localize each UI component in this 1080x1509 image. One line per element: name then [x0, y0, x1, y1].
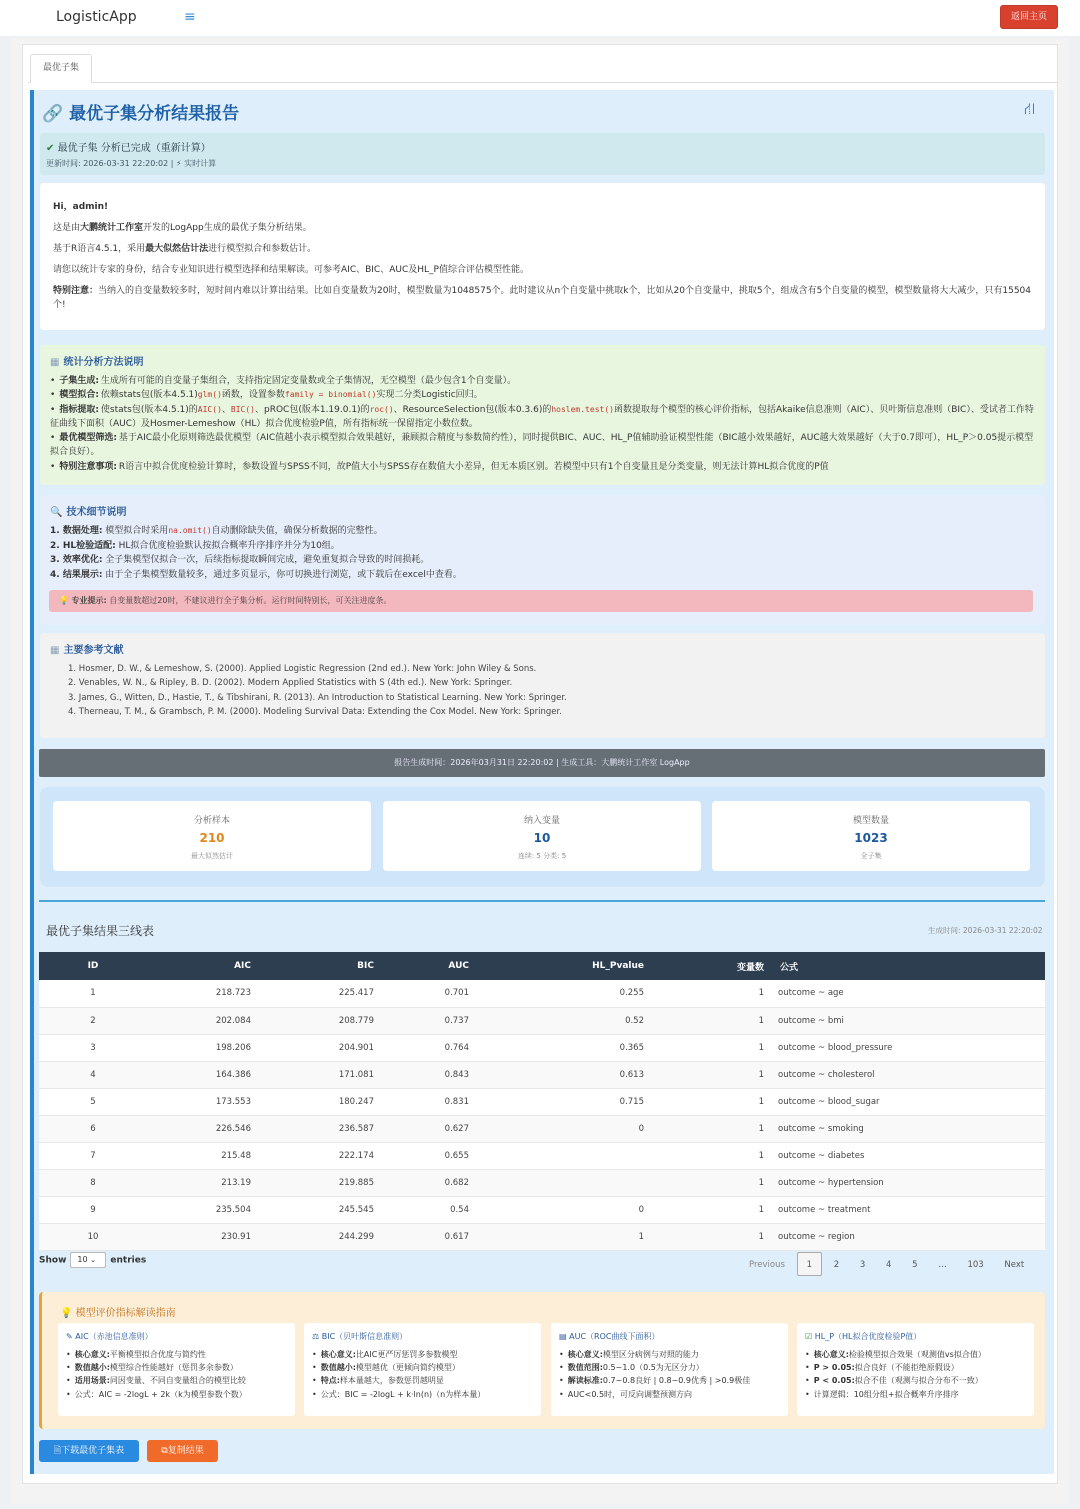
checkbox-icon: ☑ [805, 1332, 813, 1341]
table-cell: 0.831 [378, 1088, 473, 1115]
table-cell: 164.386 [147, 1061, 255, 1088]
table-cell: 222.174 [255, 1142, 378, 1169]
table-cell: 1 [39, 980, 147, 1007]
guide-card-auc: ▤ AUC（ROC曲线下面积） • 核心意义:模型区分病例与对照的能力 • 数值范围:0.5~1.0（0.5为无区分力） • 解读标准:0.7~0.8良好 | 0.8~0.9优秀 | >0.9极佳 • AUC<0.5时，可反向调整预测方向 [551, 1323, 788, 1416]
table-row [39, 1034, 1045, 1061]
table-cell: outcome ~ cholesterol [768, 1061, 1045, 1088]
list-item: • 公式：AIC = -2logL + 2k（k为模型参数个数） [66, 1388, 287, 1401]
table-cell: 213.19 [147, 1169, 255, 1196]
table-cell: 219.885 [255, 1169, 378, 1196]
table-cell [473, 1142, 648, 1169]
tab-divider [28, 82, 1058, 83]
list-item: • 最优模型筛选: 基于AIC最小化原则筛选最优模型（AIC值越小表示模型拟合效果越好，兼顾拟合精度与参数简约性），同时提供BIC、AUC、HL_P值辅助验证模型性能（BIC越小效果越好，AUC越大效果越好（大于0.7即可），HL_P＞0.05提示模型拟合良好）。 [50, 431, 1035, 460]
stat-card-variables: 纳入变量 10 连续: 5 分类: 5 [383, 801, 701, 871]
pager-ellipsis: … [938, 1260, 947, 1270]
table-cell: 171.081 [255, 1061, 378, 1088]
method-title: ▦ 统计分析方法说明 [50, 357, 144, 368]
list-item: • 特点:样本量越大，参数惩罚越明显 [312, 1374, 533, 1387]
table-cell: 218.723 [147, 980, 255, 1007]
list-item: • P > 0.05:拟合良好（不能拒绝原假设） [805, 1361, 1026, 1374]
list-item: • 特别注意事项: R语言中拟合优度检验计算时，参数设置与SPSS不同，故P值大小与SPSS存在数值大小差异，但无本质区别。若模型中只有1个自变量且是分类变量，则无法计算HL拟合优度的P值 [50, 460, 1035, 474]
file-icon: 🗎 [53, 1446, 62, 1456]
guide-title: 💡 模型评价指标解读指南 [60, 1308, 176, 1319]
table-row [39, 1007, 1045, 1034]
table-cell: 0.655 [378, 1142, 473, 1169]
list-item: • 核心意义:比AIC更严厉惩罚多参数模型 [312, 1348, 533, 1361]
list-item: • 核心意义:检验模型拟合效果（观测值vs拟合值） [805, 1348, 1026, 1361]
table-cell: 180.247 [255, 1088, 378, 1115]
table-cell: 173.553 [147, 1088, 255, 1115]
page-size-control: Show 10 ⌄ entries [39, 1252, 146, 1268]
pager-page-1[interactable]: 1 [797, 1252, 822, 1276]
table-cell: 1 [648, 1007, 768, 1034]
table-cell: outcome ~ hypertension [768, 1169, 1045, 1196]
list-item: • 计算逻辑：10组分组+拟合概率升序排序 [805, 1388, 1026, 1401]
table-cell: 1 [473, 1223, 648, 1250]
list-item: • 核心意义:模型区分病例与对照的能力 [559, 1348, 780, 1361]
table-cell: outcome ~ blood_sugar [768, 1088, 1045, 1115]
pager-previous[interactable]: Previous [749, 1260, 785, 1270]
table-header-row [39, 952, 1045, 980]
table-cell: 0.54 [378, 1196, 473, 1223]
table-cell: 0.255 [473, 980, 648, 1007]
pencil-icon: ✎ [66, 1332, 73, 1341]
table-cell: 0.701 [378, 980, 473, 1007]
col-bic[interactable]: BIC [255, 952, 378, 980]
table-cell: 1 [648, 1034, 768, 1061]
table-cell: 198.206 [147, 1034, 255, 1061]
table-row [39, 1169, 1045, 1196]
table-cell [473, 1169, 648, 1196]
table-cell: 0 [473, 1196, 648, 1223]
intro-line-1: 这是由大鹏统计工作室开发的LogApp生成的最优子集分析结果。 [53, 223, 312, 233]
table-cell: 208.779 [255, 1007, 378, 1034]
results-table [39, 952, 1045, 1251]
book-icon: ▦ [50, 645, 60, 656]
tech-list [50, 524, 1035, 582]
table-row [39, 980, 1045, 1007]
table-cell: 235.504 [147, 1196, 255, 1223]
check-circle-icon: ✔ [46, 143, 55, 154]
references-section [40, 633, 1045, 738]
table-cell: 225.417 [255, 980, 378, 1007]
col-hl-pvalue[interactable]: HL_Pvalue [473, 952, 648, 980]
pager-page-4[interactable]: 4 [886, 1260, 892, 1270]
table-row [39, 1142, 1045, 1169]
table-cell: 3 [39, 1034, 147, 1061]
list-item: • 模型拟合: 依赖stats包(版本4.5.1)glm()函数，设置参数family = binomial()实现二分类Logistic回归。 [50, 388, 1035, 402]
intro-line-3: 请您以统计专家的身份，结合专业知识进行模型选择和结果解读。可参考AIC、BIC、AUC及HL_P值综合评估模型性能。 [53, 265, 529, 275]
col-auc[interactable]: AUC [378, 952, 473, 980]
col-formula[interactable]: 公式 [768, 952, 1045, 980]
table-cell: 7 [39, 1142, 147, 1169]
section-divider [39, 900, 1045, 902]
table-cell: 0.682 [378, 1169, 473, 1196]
status-title [46, 139, 1039, 154]
table-cell: 4 [39, 1061, 147, 1088]
guide-card-bic: ⚖ BIC（贝叶斯信息准则） • 核心意义:比AIC更严厉惩罚多参数模型 • 数值越小:模型越优（更倾向简约模型） • 特点:样本量越大，参数惩罚越明显 • 公式：BIC = -2logL + k·ln(n)（n为样本量） [304, 1323, 541, 1416]
pager-page-last[interactable]: 103 [967, 1260, 984, 1270]
intro-box [40, 183, 1045, 330]
table-cell: outcome ~ bmi [768, 1007, 1045, 1034]
table-row [39, 1115, 1045, 1142]
table-cell: outcome ~ treatment [768, 1196, 1045, 1223]
table-cell: 0.365 [473, 1034, 648, 1061]
greeting: Hi，admin! [53, 202, 109, 212]
table-cell: 0 [473, 1115, 648, 1142]
list-item: • P < 0.05:拟合不佳（观测与拟合分布不一致） [805, 1374, 1026, 1387]
table-cell: 2 [39, 1007, 147, 1034]
download-button[interactable]: 🗎下载最优子集表 [39, 1440, 139, 1462]
pager-page-5[interactable]: 5 [912, 1260, 918, 1270]
col-aic[interactable]: AIC [147, 952, 255, 980]
stat-card-samples: 分析样本 210 最大似然估计 [53, 801, 371, 871]
list-item: 1. Hosmer, D. W., & Lemeshow, S. (2000). Applied Logistic Regression (2nd ed.). New York: John Wiley & Sons. [68, 664, 537, 674]
table-cell: 1 [648, 1142, 768, 1169]
hamburger-menu-icon[interactable]: ≡ [184, 9, 196, 25]
table-cell: outcome ~ smoking [768, 1115, 1045, 1142]
lightbulb-icon: 💡 [59, 596, 69, 605]
table-cell: outcome ~ diabetes [768, 1142, 1045, 1169]
search-icon: 🔍 [50, 507, 63, 518]
top-navbar [0, 0, 1080, 36]
table-cell: 0.715 [473, 1088, 648, 1115]
table-cell: 0.843 [378, 1061, 473, 1088]
table-cell: 0.613 [473, 1061, 648, 1088]
tech-title: 🔍 技术细节说明 [50, 507, 127, 518]
table-cell: 230.91 [147, 1223, 255, 1250]
list-item: 4. 结果展示: 由于全子集模型数量较多，通过多页显示，你可切换进行浏览，或下载后在excel中查看。 [50, 569, 462, 580]
table-cell: 1 [648, 1196, 768, 1223]
lightbulb-icon: 💡 [60, 1308, 73, 1319]
pagination [740, 1252, 1033, 1276]
method-list [50, 374, 1035, 474]
table-cell: outcome ~ blood_pressure [768, 1034, 1045, 1061]
pager-next[interactable]: Next [1004, 1260, 1025, 1270]
table-cell: 1 [648, 1223, 768, 1250]
chart-icon: ▦ [50, 357, 60, 368]
pager-page-2[interactable]: 2 [833, 1260, 840, 1270]
list-item: • 公式：BIC = -2logL + k·ln(n)（n为样本量） [312, 1388, 533, 1401]
list-item: 4. Therneau, T. M., & Grambsch, P. M. (2000). Modeling Survival Data: Extending the Cox Model. New York: Springer. [68, 706, 562, 717]
table-title: 最优子集结果三线表 [46, 924, 155, 938]
list-item: 3. James, G., Witten, D., Hastie, T., & Tibshirani, R. (2013). An Introduction to Statistical Learning. New York: Springer. [68, 692, 567, 703]
table-cell: 1 [648, 980, 768, 1007]
col-var-count[interactable]: 变量数 [648, 952, 768, 980]
table-cell: 1 [648, 1061, 768, 1088]
list-item: • 核心意义:平衡模型拟合优度与简约性 [66, 1348, 287, 1361]
guide-card-aic: ✎ AIC（赤池信息准则） • 核心意义:平衡模型拟合优度与简约性 • 数值越小:模型综合性能越好（惩罚多余参数） • 适用场景:同因变量、不同自变量组合的模型比较 • 公式：AIC = -2logL + 2k（k为模型参数个数） [58, 1323, 295, 1416]
stat-card-models: 模型数量 1023 全子集 [712, 801, 1030, 871]
method-section [40, 345, 1045, 485]
table-cell: outcome ~ region [768, 1223, 1045, 1250]
status-meta: 更新时间: 2026-03-31 22:20:02 | ⚡ 实时计算 [46, 159, 217, 168]
link-icon: 🔗 [42, 104, 64, 124]
status-box [40, 133, 1045, 175]
list-item: • AUC<0.5时，可反向调整预测方向 [559, 1388, 780, 1401]
table-cell: 215.48 [147, 1142, 255, 1169]
table-cell: 245.545 [255, 1196, 378, 1223]
list-item: • 子集生成: 生成所有可能的自变量子集组合，支持指定固定变量数或全子集情况，无空模型（最少包含1个自变量）。 [50, 374, 1035, 388]
list-item: • 指标提取: 使stats包(版本4.5.1)的AIC()、BIC()、pROC包(版本1.19.0.1)的roc()、ResourceSelection包(版本0.3.6)的hoslem.test()函数提取每个模型的核心评价指标，包括Akaike信息准则（AIC）、贝叶斯信息准则（BIC）、受试者工作特征曲线下面积（AUC）及Hosmer-Lemeshow（HL）拟合优度检验P值，所有指标统一保留指定小数位数。 [50, 403, 1035, 432]
back-home-button[interactable]: 返回主页 [1000, 5, 1058, 29]
table-cell: 0.764 [378, 1034, 473, 1061]
report-footer: 报告生成时间：2026年03月31日 22:20:02 | 生成工具：大鹏统计工作室 LogApp [39, 749, 1045, 777]
table-cell: 0.737 [378, 1007, 473, 1034]
table-cell: 1 [648, 1169, 768, 1196]
copy-icon: ⧉ [161, 1446, 168, 1456]
app-brand[interactable]: LogisticApp [56, 9, 137, 25]
table-cell: 202.084 [147, 1007, 255, 1034]
scale-icon: ⚖ [312, 1332, 320, 1341]
list-item: • 数值范围:0.5~1.0（0.5为无区分力） [559, 1361, 780, 1374]
report-title [42, 99, 239, 124]
table-cell: 1 [648, 1088, 768, 1115]
col-id[interactable]: ID [39, 952, 147, 980]
table-cell: 8 [39, 1169, 147, 1196]
refs-list [50, 662, 1035, 719]
page-size-select[interactable]: 10 ⌄ [70, 1252, 106, 1268]
report-title-text: 最优子集分析结果报告 [69, 104, 240, 124]
list-item: 2. HL检验适配: HL拟合优度检验默认按拟合概率升序排序并分为10组。 [50, 540, 340, 551]
table-row [39, 1061, 1045, 1088]
table-cell: 1 [648, 1115, 768, 1142]
pager-page-3[interactable]: 3 [859, 1260, 866, 1270]
status-title-text: 最优子集 分析已完成（重新计算） [57, 143, 211, 154]
list-item: 1. 数据处理: 模型拟合时采用na.omit()自动删除缺失值，确保分析数据的完整性。 [50, 526, 383, 536]
table-cell: 5 [39, 1088, 147, 1115]
list-item: • 数值越小:模型综合性能越好（惩罚多余参数） [66, 1361, 287, 1374]
table-cell: 236.587 [255, 1115, 378, 1142]
table-cell: 0.627 [378, 1115, 473, 1142]
table-cell: outcome ~ age [768, 980, 1045, 1007]
refs-title: ▦ 主要参考文献 [50, 645, 124, 656]
guide-card-hl: ☑ HL_P（HL拟合优度检验P值） • 核心意义:检验模型拟合效果（观测值vs拟合值） • P > 0.05:拟合良好（不能拒绝原假设） • P < 0.05:拟合不佳（观测与拟合分布不一致） • 计算逻辑：10组分组+拟合概率升序排序 [797, 1323, 1034, 1416]
metrics-guide [39, 1292, 1045, 1429]
list-item: 3. 效率优化: 全子集模型仅拟合一次，后续指标提取瞬间完成，避免重复拟合导致的时间损耗。 [50, 555, 430, 565]
table-row [39, 1088, 1045, 1115]
list-item: • 适用场景:同因变量、不同自变量组合的模型比较 [66, 1374, 287, 1387]
copy-button[interactable]: ⧉复制结果 [147, 1440, 218, 1462]
stats-panel [40, 787, 1045, 887]
table-timestamp: 生成时间: 2026-03-31 22:20:02 [928, 926, 1043, 935]
list-item: • 数值越小:模型越优（更倾向简约模型） [312, 1361, 533, 1374]
intro-note: 特别注意：当纳入的自变量数较多时，短时间内难以计算出结果。比如自变量数为20时，模型数量为1048575个。此时建议从n个自变量中挑取k个，比如从20个自变量中，挑取5个，组成含有5个自变量的模型，模型数量将大大减少，只有15504个! [53, 286, 1032, 310]
list-item: • 解读标准:0.7~0.8良好 | 0.8~0.9优秀 | >0.9极佳 [559, 1374, 780, 1387]
table-cell: 244.299 [255, 1223, 378, 1250]
share-icon[interactable]: ⛙ [1024, 99, 1036, 118]
list-item: 2. Venables, W. N., & Ripley, B. D. (2002). Modern Applied Statistics with S (4th ed.). New York: Springer. [68, 678, 513, 689]
table-row [39, 1196, 1045, 1223]
pro-tip-alert: 💡 专业提示: 自变量数超过20时，不建议进行全子集分析。运行时间特别长，可关注进度条。 [49, 590, 1033, 612]
table-cell: 204.901 [255, 1034, 378, 1061]
table-cell: 9 [39, 1196, 147, 1223]
table-cell: 10 [39, 1223, 147, 1250]
intro-line-2: 基于R语言4.5.1，采用最大似然估计法进行模型拟合和参数估计。 [53, 244, 317, 254]
chart-icon: ▤ [559, 1332, 567, 1341]
table-cell: 0.617 [378, 1223, 473, 1250]
table-cell: 0.52 [473, 1007, 648, 1034]
chevron-down-icon: ⌄ [90, 1256, 96, 1264]
tab-best-subset[interactable]: 最优子集 [30, 54, 92, 83]
table-cell: 226.546 [147, 1115, 255, 1142]
table-row [39, 1223, 1045, 1250]
table-cell: 6 [39, 1115, 147, 1142]
